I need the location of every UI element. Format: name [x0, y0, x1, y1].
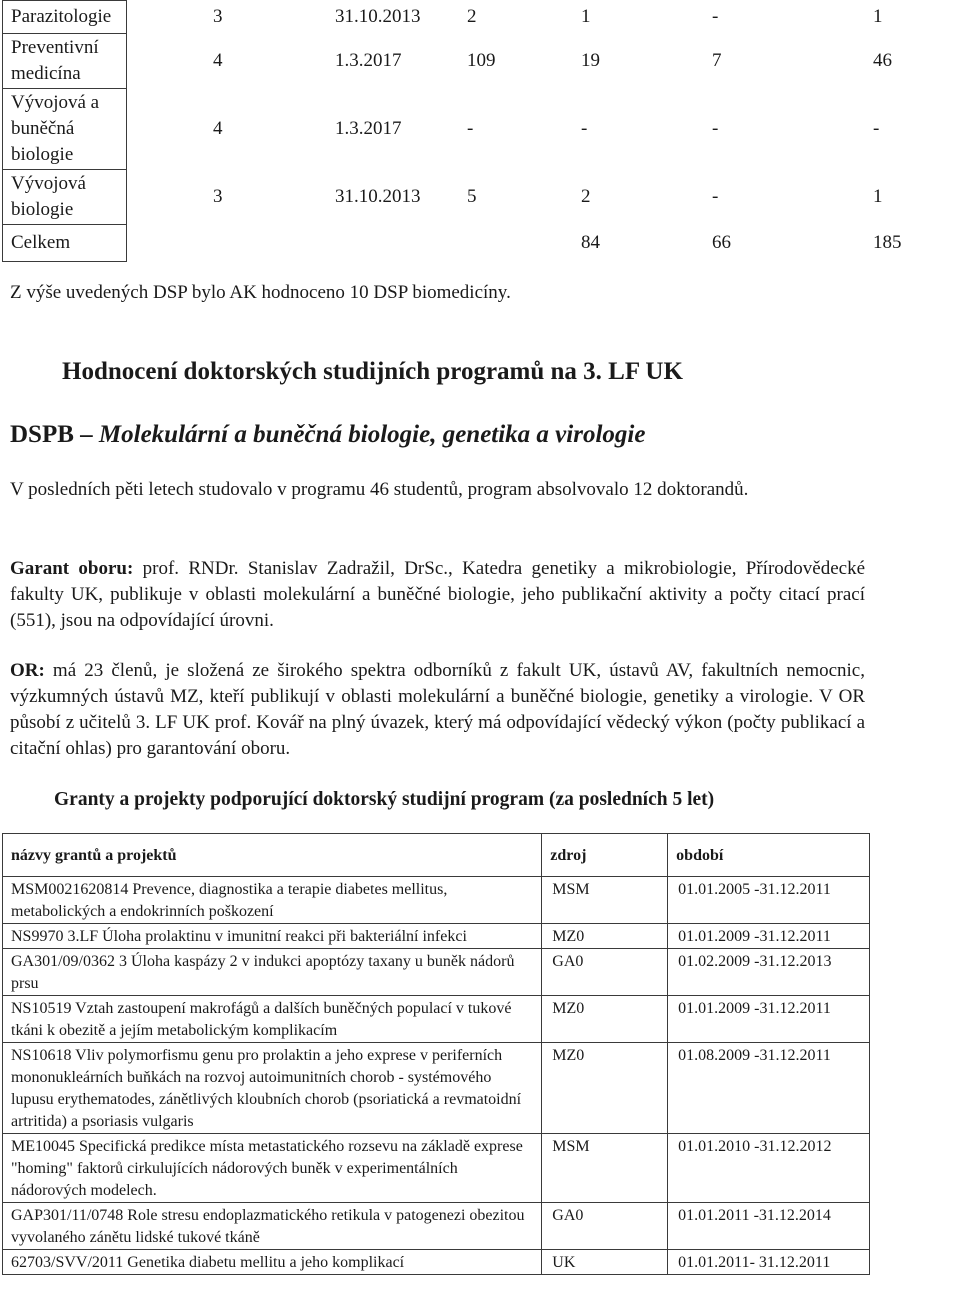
table-row: [3, 1134, 870, 1203]
subject-cell: Vývojová biologie: [3, 170, 127, 225]
subject-cell: Vývojová a buněčná biologie: [3, 89, 127, 170]
section-heading: Hodnocení doktorských studijních programů na 3. LF UK: [62, 358, 683, 385]
value: 2: [581, 186, 591, 207]
grant-source: GA0: [542, 1203, 668, 1250]
value: -: [467, 118, 474, 139]
or-paragraph: [10, 658, 865, 762]
table-row: [3, 170, 957, 225]
grants-heading: Granty a projekty podporující doktorský studijní program (za posledních 5 let): [54, 789, 715, 810]
or-label: OR:: [10, 660, 45, 681]
grant-name: MSM0021620814 Prevence, diagnostika a terapie diabetes mellitus, metabolických a endokrinních poškození: [3, 877, 542, 924]
value: 1.3.2017: [335, 50, 402, 71]
subject-cell: Parazitologie: [3, 1, 127, 34]
value: 1: [581, 6, 591, 27]
table-row: [3, 996, 870, 1043]
value: 109: [467, 50, 496, 71]
value: 5: [467, 186, 477, 207]
values-cell: [127, 225, 957, 262]
grant-name: NS10519 Vztah zastoupení makrofágů a dalších buněčných populací v tukové tkáni k obezitě a jejím metabolickým komplikacím: [3, 996, 542, 1043]
garant-text: prof. RNDr. Stanislav Zadražil, DrSc., Katedra genetiky a mikrobiologie, Přírodovědecké fakulty UK, publikuje v oblasti molekulární a buněčné biologie, jeho publikační aktivity a počty citací prací (551), jsou na odpovídající úrovni.: [10, 558, 866, 631]
value: 3: [213, 6, 223, 27]
value: 1.3.2017: [335, 118, 402, 139]
value: 46: [873, 50, 892, 71]
grant-source: GA0: [542, 949, 668, 996]
value: 1: [873, 6, 883, 27]
total-value: 66: [712, 232, 731, 253]
summary-table: [2, 0, 957, 262]
values-cell: [127, 89, 957, 170]
grant-period: 01.01.2011- 31.12.2011: [668, 1250, 870, 1275]
grant-source: UK: [542, 1250, 668, 1275]
program-name: Molekulární a buněčná biologie, genetika a virologie: [98, 421, 646, 448]
garant-label: Garant oboru:: [10, 558, 134, 579]
values-cell: [127, 170, 957, 225]
values-cell: [127, 1, 957, 34]
program-code: DSPB –: [10, 421, 99, 448]
grant-name: ME10045 Specifická predikce místa metastatického rozsevu na základě exprese "homing" faktorů cirkulujících nádorových buněk v experimentálních nádorových modelech.: [3, 1134, 542, 1203]
grant-name: NS10618 Vliv polymorfismu genu pro prolaktin a jeho exprese v periferních mononukleárních buňkách na rozvoj autoimunitních chorob - systémového lupusu erythematodes, zánětlivých kloubních chorob (psoriatická a revmatoidní artritida) a psoriasis vulgaris: [3, 1043, 542, 1134]
column-header-period: období: [668, 834, 870, 877]
value: -: [712, 118, 719, 139]
subject-cell: Preventivní medicína: [3, 34, 127, 89]
total-label: Celkem: [3, 225, 127, 262]
total-value: 185: [873, 232, 902, 253]
values-cell: [127, 34, 957, 89]
grant-source: MSM: [542, 1134, 668, 1203]
note-text: Z výše uvedených DSP bylo AK hodnoceno 10 DSP biomedicíny.: [10, 282, 511, 303]
value: 19: [581, 50, 600, 71]
grant-period: 01.01.2009 -31.12.2011: [668, 924, 870, 949]
grant-period: 01.08.2009 -31.12.2011: [668, 1043, 870, 1134]
value: -: [712, 6, 719, 27]
grant-name: NS9970 3.LF Úloha prolaktinu v imunitní reakci při bakteriální infekci: [3, 924, 542, 949]
table-row: [3, 1203, 870, 1250]
table-row: [3, 1, 957, 34]
or-text: má 23 členů, je složená ze širokého spektra odborníků z fakult UK, ústavů AV, fakultních nemocnic, výzkumných ústavů MZ, kteří publikují v oblasti molekulární a buněčné biologie, genetiky a virologie. V OR působí z učitelů 3. LF UK prof. Kovář na plný úvazek, který má odpovídající vědecký výkon (počty publikací a citační ohlas) pro garantování oboru.: [10, 660, 865, 759]
grant-period: 01.01.2005 -31.12.2011: [668, 877, 870, 924]
value: 3: [213, 186, 223, 207]
value: -: [873, 118, 880, 139]
grant-name: GA301/09/0362 3 Úloha kaspázy 2 v indukci apoptózy taxany u buněk nádorů prsu: [3, 949, 542, 996]
table-row: [3, 877, 870, 924]
column-header-name: názvy grantů a projektů: [3, 834, 542, 877]
value: 4: [213, 50, 223, 71]
grant-source: MZ0: [542, 996, 668, 1043]
grant-name: GAP301/11/0748 Role stresu endoplazmatického retikula v patogenezi obezitou vyvolaného zánětu lidské tukové tkáně: [3, 1203, 542, 1250]
total-value: 84: [581, 232, 600, 253]
grant-source: MZ0: [542, 924, 668, 949]
table-row: [3, 89, 957, 170]
table-row: [3, 949, 870, 996]
grants-table: [2, 833, 870, 1275]
table-row: [3, 1250, 870, 1275]
grant-period: 01.01.2009 -31.12.2011: [668, 996, 870, 1043]
grant-period: 01.02.2009 -31.12.2013: [668, 949, 870, 996]
table-row: [3, 1043, 870, 1134]
value: -: [581, 118, 588, 139]
table-header-row: [3, 834, 870, 877]
grant-period: 01.01.2010 -31.12.2012: [668, 1134, 870, 1203]
table-total-row: [3, 225, 957, 262]
grant-name: 62703/SVV/2011 Genetika diabetu mellitu a jeho komplikací: [3, 1250, 542, 1275]
value: 2: [467, 6, 477, 27]
intro-paragraph: V posledních pěti letech studovalo v programu 46 studentů, program absolvovalo 12 doktorandů.: [10, 479, 749, 500]
value: -: [712, 186, 719, 207]
value: 1: [873, 186, 883, 207]
value: 7: [712, 50, 722, 71]
garant-paragraph: [10, 556, 865, 634]
value: 31.10.2013: [335, 6, 421, 27]
grant-source: MZ0: [542, 1043, 668, 1134]
grant-source: MSM: [542, 877, 668, 924]
grant-period: 01.01.2011 -31.12.2014: [668, 1203, 870, 1250]
program-heading: [10, 421, 645, 449]
table-row: [3, 34, 957, 89]
table-row: [3, 924, 870, 949]
column-header-source: zdroj: [542, 834, 668, 877]
value: 4: [213, 118, 223, 139]
value: 31.10.2013: [335, 186, 421, 207]
